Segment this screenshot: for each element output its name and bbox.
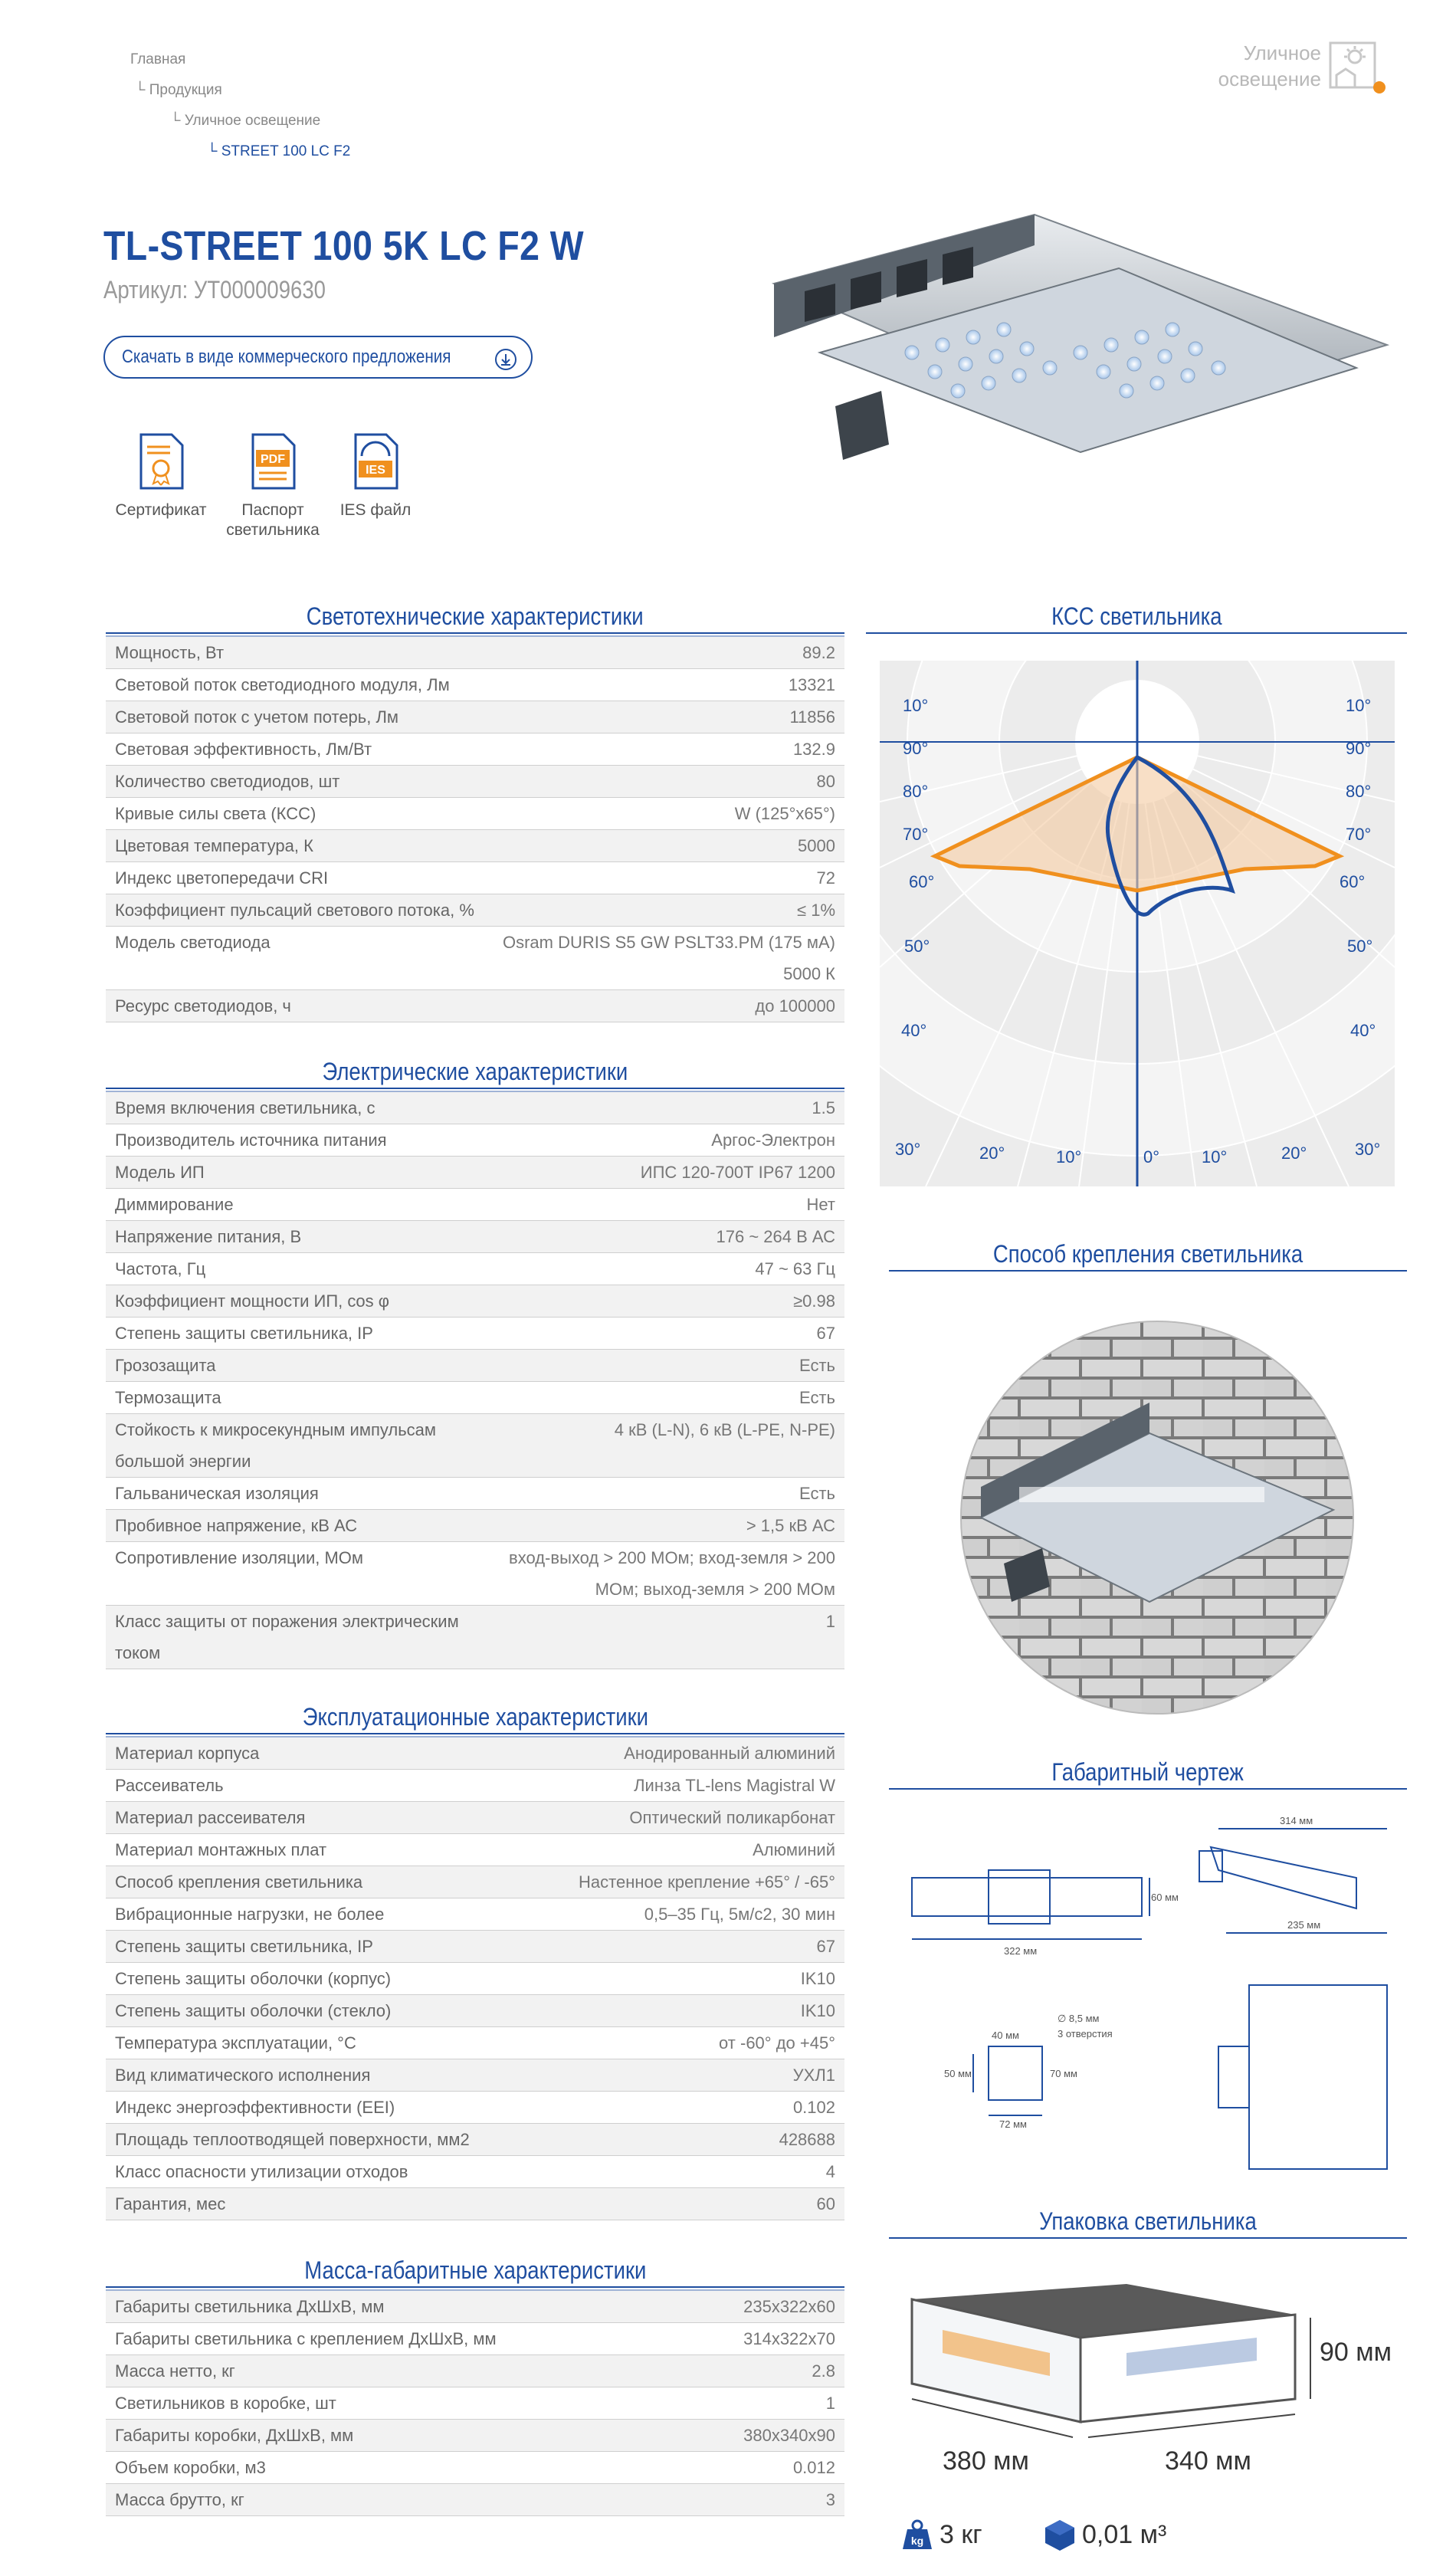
package-width: 340 мм bbox=[1165, 2446, 1251, 2476]
table-row: Сопротивление изоляции, МОм вход-выход > 200 МОм; вход-земля > 200 МОм; выход-земля > 200 МОм bbox=[106, 1542, 844, 1606]
breadcrumb-current: └ STREET 100 LC F2 bbox=[207, 143, 351, 159]
table-row: Грозозащита Есть bbox=[106, 1350, 844, 1382]
certificate-icon bbox=[136, 433, 185, 490]
table-row: Напряжение питания, В 176 ~ 264 В АС bbox=[106, 1221, 844, 1253]
dimension-drawing bbox=[897, 1816, 1402, 2192]
table-row: Материал корпуса Анодированный алюминий bbox=[106, 1736, 844, 1770]
download-icon bbox=[494, 348, 517, 371]
section-lighting-title: Светотехнические характеристики bbox=[106, 602, 844, 634]
table-row: Класс опасности утилизации отходов 4 bbox=[106, 2156, 844, 2188]
table-row: Количество светодиодов, шт 80 bbox=[106, 766, 844, 798]
section-electrical-title: Электрические характеристики bbox=[106, 1058, 844, 1089]
table-row: Ресурс светодиодов, ч до 100000 bbox=[106, 990, 844, 1022]
lighting-table bbox=[106, 635, 844, 1022]
street-lamp-icon bbox=[1329, 41, 1387, 97]
section-mount-title: Способ крепления светильника bbox=[889, 1240, 1407, 1272]
dim-height: 60 мм bbox=[1151, 1892, 1179, 1903]
dim-width: 322 мм bbox=[1004, 1945, 1038, 1957]
svg-text:PDF: PDF bbox=[261, 453, 285, 466]
svg-text:IES: IES bbox=[366, 464, 385, 477]
polar-label: 70° bbox=[1346, 825, 1372, 844]
dim-length-mount: 314 мм bbox=[1280, 1816, 1313, 1826]
table-row: Светильников в коробке, шт 1 bbox=[106, 2387, 844, 2420]
table-row: Объем коробки, м3 0.012 bbox=[106, 2452, 844, 2484]
kss-polar-diagram bbox=[880, 661, 1395, 1186]
package-image bbox=[897, 2269, 1433, 2499]
table-row: Световая эффективность, Лм/Вт 132.9 bbox=[106, 733, 844, 766]
table-row: Световой поток светодиодного модуля, Лм 13321 bbox=[106, 669, 844, 701]
section-kss-title: КСС светильника bbox=[866, 602, 1407, 634]
breadcrumb bbox=[130, 44, 350, 167]
table-row: Материал рассеивателя Оптический поликарбонат bbox=[106, 1802, 844, 1834]
box-volume-icon bbox=[1044, 2519, 1076, 2551]
table-row: Цветовая температура, К 5000 bbox=[106, 830, 844, 862]
table-row: Степень защиты светильника, IP 67 bbox=[106, 1931, 844, 1963]
table-row: Световой поток с учетом потерь, Лм 11856 bbox=[106, 701, 844, 733]
polar-label: 10° bbox=[903, 696, 929, 715]
table-row: Степень защиты оболочки (стекло) IK10 bbox=[106, 1995, 844, 2027]
table-row: Частота, Гц 47 ~ 63 Гц bbox=[106, 1253, 844, 1285]
breadcrumb-street-lighting[interactable]: └ Уличное освещение bbox=[170, 113, 321, 129]
breadcrumb-products[interactable]: └ Продукция bbox=[135, 82, 222, 98]
table-row: Термозащита Есть bbox=[106, 1382, 844, 1414]
table-row: Габариты коробки, ДхШхВ, мм 380x340x90 bbox=[106, 2420, 844, 2452]
polar-label: 40° bbox=[1350, 1021, 1376, 1040]
category-label: Уличное освещение bbox=[1218, 41, 1321, 90]
table-row: Рассеиватель Линза TL-lens Magistral W bbox=[106, 1770, 844, 1802]
breadcrumb-home[interactable]: Главная bbox=[130, 51, 186, 67]
dim-bracket-4: 72 мм bbox=[999, 2118, 1027, 2130]
download-offer-button[interactable]: Скачать в виде коммерческого предложения bbox=[103, 336, 533, 379]
polar-label: 40° bbox=[901, 1021, 927, 1040]
operational-table bbox=[106, 1736, 844, 2220]
polar-label: 0° bbox=[1143, 1147, 1160, 1167]
table-row: Индекс цветопередачи CRI 72 bbox=[106, 862, 844, 894]
dim-length: 235 мм bbox=[1287, 1919, 1321, 1931]
polar-label: 70° bbox=[903, 825, 929, 844]
product-image bbox=[759, 199, 1402, 475]
table-row: Гальваническая изоляция Есть bbox=[106, 1478, 844, 1510]
weight-icon bbox=[901, 2519, 933, 2551]
category-badge[interactable] bbox=[1203, 40, 1387, 101]
polar-label: 90° bbox=[1346, 739, 1372, 758]
table-row: Масса нетто, кг 2.8 bbox=[106, 2355, 844, 2387]
dim-bracket-2: 50 мм bbox=[944, 2068, 972, 2079]
polar-label: 20° bbox=[1281, 1144, 1307, 1163]
table-row: Индекс энергоэффективности (EEI) 0.102 bbox=[106, 2092, 844, 2124]
table-row: Способ крепления светильника Настенное крепление +65° / -65° bbox=[106, 1866, 844, 1898]
table-row: Модель ИП ИПС 120-700Т IP67 1200 bbox=[106, 1157, 844, 1189]
dim-holes-count: 3 отверстия bbox=[1058, 2028, 1113, 2039]
dim-bracket-3: 70 мм bbox=[1050, 2068, 1077, 2079]
table-row: Класс защиты от поражения электрическим током 1 bbox=[106, 1606, 844, 1669]
package-height: 90 мм bbox=[1320, 2338, 1392, 2367]
table-row: Производитель источника питания Аргос-Электрон bbox=[106, 1124, 844, 1157]
table-row: Пробивное напряжение, кВ АС > 1,5 кВ АС bbox=[106, 1510, 844, 1542]
table-row: Вид климатического исполнения УХЛ1 bbox=[106, 2059, 844, 2092]
polar-label: 90° bbox=[903, 739, 929, 758]
table-row: Габариты светильника с креплением ДхШхВ, мм 314x322x70 bbox=[106, 2323, 844, 2355]
table-row: Площадь теплоотводящей поверхности, мм2 428688 bbox=[106, 2124, 844, 2156]
polar-label: 10° bbox=[1202, 1147, 1228, 1167]
package-mass: kg 3 кг bbox=[901, 2519, 982, 2551]
passport-label-2: светильника bbox=[226, 521, 320, 539]
polar-label: 30° bbox=[1355, 1140, 1381, 1159]
table-row: Температура эксплуатации, °С от -60° до +45° bbox=[106, 2027, 844, 2059]
product-title: TL-STREET 100 5K LC F2 W bbox=[103, 223, 585, 269]
package-length: 380 мм bbox=[943, 2446, 1029, 2476]
passport-link[interactable] bbox=[219, 433, 326, 540]
table-row: Мощность, Вт 89.2 bbox=[106, 635, 844, 669]
ies-link[interactable] bbox=[322, 433, 429, 520]
pdf-passport-icon bbox=[248, 433, 297, 490]
polar-label: 60° bbox=[1340, 872, 1366, 891]
table-row: Степень защиты светильника, IP 67 bbox=[106, 1318, 844, 1350]
electrical-table bbox=[106, 1091, 844, 1669]
section-operational-title: Эксплуатационные характеристики bbox=[106, 1703, 844, 1734]
mass-table bbox=[106, 2289, 844, 2516]
polar-label: 50° bbox=[1347, 937, 1373, 956]
section-mass-title: Масса-габаритные характеристики bbox=[106, 2256, 844, 2288]
passport-label-1: Паспорт bbox=[241, 501, 304, 519]
certificate-label: Сертификат bbox=[115, 501, 207, 519]
table-row: Масса брутто, кг 3 bbox=[106, 2484, 844, 2516]
table-row: Габариты светильника ДхШхВ, мм 235x322x60 bbox=[106, 2289, 844, 2323]
certificate-link[interactable] bbox=[107, 433, 215, 520]
table-row: Гарантия, мес 60 bbox=[106, 2188, 844, 2220]
svg-text:kg: kg bbox=[910, 2535, 924, 2547]
polar-label: 20° bbox=[979, 1144, 1005, 1163]
table-row: Модель светодиода Osram DURIS S5 GW PSLT33.PM (175 мА) 5000 К bbox=[106, 927, 844, 990]
polar-label: 10° bbox=[1346, 696, 1372, 715]
package-volume: 0,01 м³ bbox=[1044, 2519, 1166, 2551]
table-row: Коэффициент пульсаций светового потока, % ≤ 1% bbox=[106, 894, 844, 927]
dim-bracket-1: 40 мм bbox=[992, 2030, 1019, 2041]
table-row: Вибрационные нагрузки, не более 0,5–35 Гц, 5м/с2, 30 мин bbox=[106, 1898, 844, 1931]
table-row: Кривые силы света (КСС) W (125°x65°) bbox=[106, 798, 844, 830]
table-row: Материал монтажных плат Алюминий bbox=[106, 1834, 844, 1866]
polar-label: 10° bbox=[1056, 1147, 1082, 1167]
polar-label: 60° bbox=[909, 872, 935, 891]
table-row: Стойкость к микросекундным импульсам большой энергии 4 кВ (L-N), 6 кВ (L-PE, N-PE) bbox=[106, 1414, 844, 1478]
ies-label: IES файл bbox=[339, 501, 412, 519]
polar-label: 50° bbox=[904, 937, 930, 956]
table-row: Коэффициент мощности ИП, cos φ ≥0.98 bbox=[106, 1285, 844, 1318]
dim-hole: ∅ 8,5 мм bbox=[1058, 2013, 1100, 2024]
product-sku: Артикул: УТ000009630 bbox=[103, 276, 326, 304]
table-row: Время включения светильника, с 1.5 bbox=[106, 1091, 844, 1124]
ies-file-icon bbox=[351, 433, 400, 490]
polar-label: 30° bbox=[895, 1140, 921, 1159]
table-row: Степень защиты оболочки (корпус) IK10 bbox=[106, 1963, 844, 1995]
polar-label: 80° bbox=[903, 782, 929, 801]
mount-photo bbox=[958, 1318, 1356, 1717]
section-packing-title: Упаковка светильника bbox=[889, 2207, 1407, 2239]
table-row: Диммирование Нет bbox=[106, 1189, 844, 1221]
polar-label: 80° bbox=[1346, 782, 1372, 801]
section-drawing-title: Габаритный чертеж bbox=[889, 1758, 1407, 1790]
